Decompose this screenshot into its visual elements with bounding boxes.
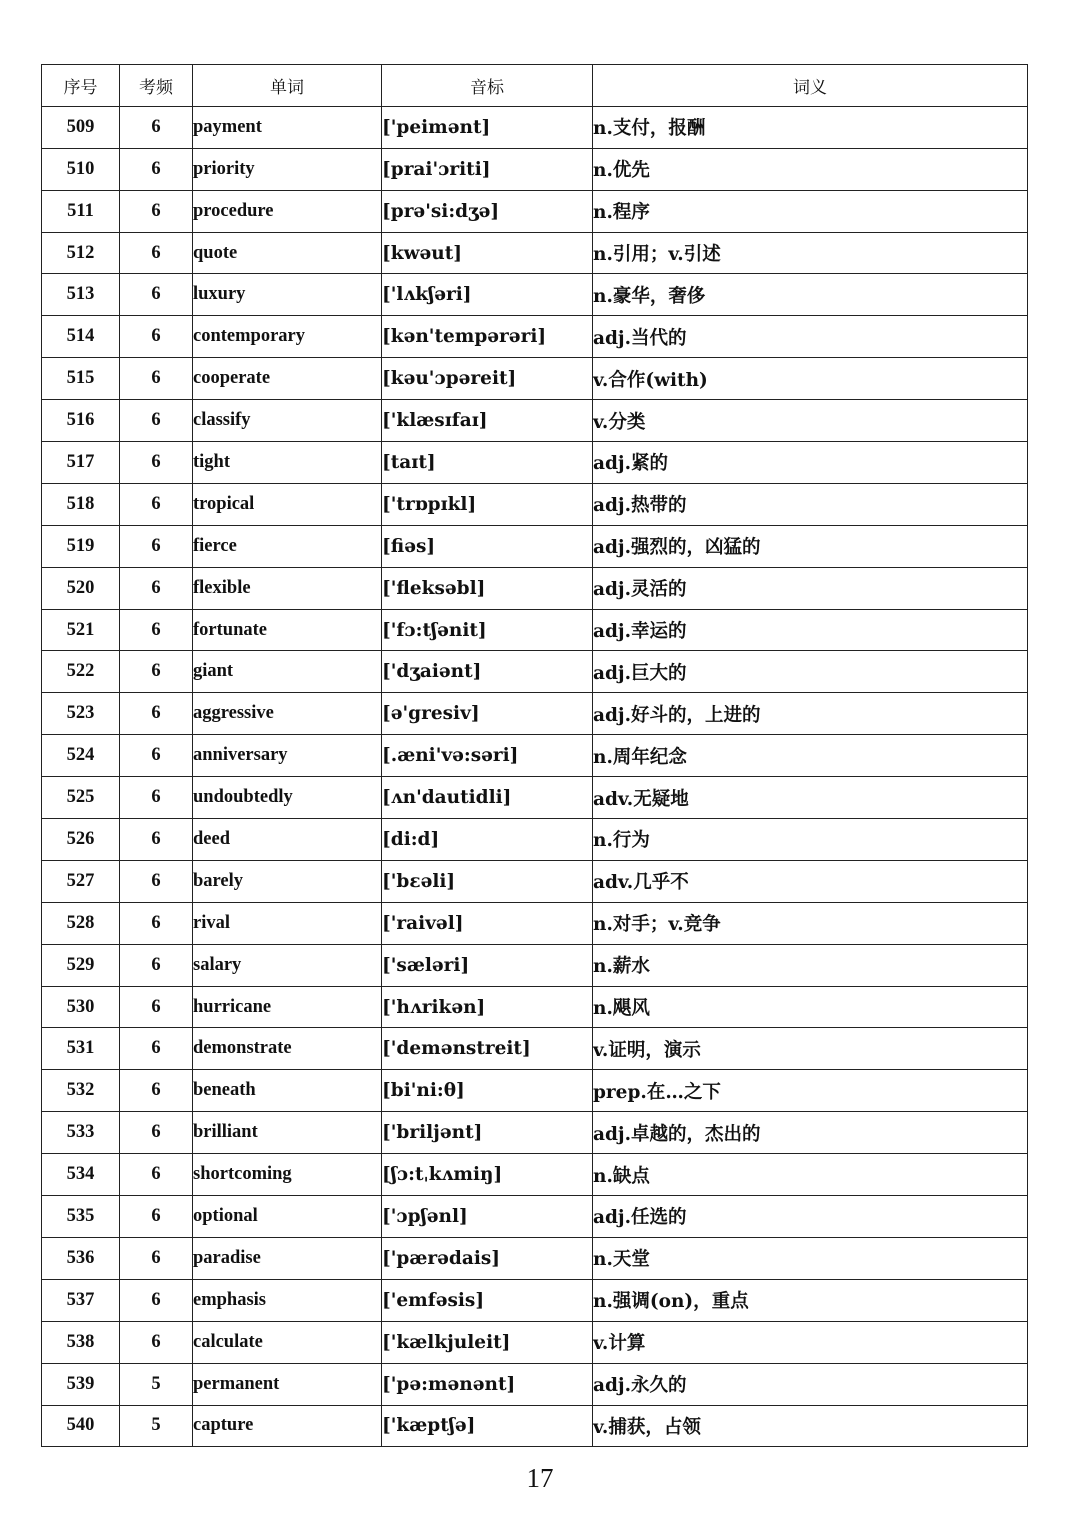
cell-number: 524 — [42, 735, 120, 777]
table-row — [42, 274, 1028, 316]
cell-word: priority — [193, 148, 382, 190]
cell-frequency: 6 — [120, 1237, 193, 1279]
cell-frequency: 6 — [120, 442, 193, 484]
cell-frequency: 6 — [120, 609, 193, 651]
cell-word: demonstrate — [193, 1028, 382, 1070]
cell-meaning: n.强调(on)，重点 — [593, 1279, 1028, 1321]
table-row — [42, 735, 1028, 777]
cell-phonetic: ['emfəsis] — [382, 1279, 593, 1321]
cell-phonetic: [ʃɔ:tˌkʌmiŋ] — [382, 1154, 593, 1196]
cell-phonetic: ['raivəl] — [382, 902, 593, 944]
cell-frequency: 6 — [120, 819, 193, 861]
cell-frequency: 5 — [120, 1405, 193, 1447]
table-row — [42, 358, 1028, 400]
cell-phonetic: [kəu'ɔpəreit] — [382, 358, 593, 400]
header-phonetic: 音标 — [382, 65, 593, 107]
cell-number: 540 — [42, 1405, 120, 1447]
cell-meaning: v.计算 — [593, 1321, 1028, 1363]
cell-number: 531 — [42, 1028, 120, 1070]
cell-phonetic: ['trɒpɪkl] — [382, 483, 593, 525]
cell-phonetic: [ʌn'dautidli] — [382, 777, 593, 819]
cell-word: barely — [193, 860, 382, 902]
cell-phonetic: [.æni'və:səri] — [382, 735, 593, 777]
cell-frequency: 6 — [120, 358, 193, 400]
cell-phonetic: ['dʒaiənt] — [382, 651, 593, 693]
cell-frequency: 6 — [120, 735, 193, 777]
table-row — [42, 1112, 1028, 1154]
cell-number: 515 — [42, 358, 120, 400]
cell-meaning: v.分类 — [593, 400, 1028, 442]
table-header-row — [42, 65, 1028, 107]
cell-meaning: n.优先 — [593, 148, 1028, 190]
table-row — [42, 1196, 1028, 1238]
cell-frequency: 6 — [120, 902, 193, 944]
table-row — [42, 1279, 1028, 1321]
table-row — [42, 525, 1028, 567]
cell-phonetic: ['kælkjuleit] — [382, 1321, 593, 1363]
table-row — [42, 106, 1028, 148]
cell-number: 533 — [42, 1112, 120, 1154]
cell-meaning: adj.幸运的 — [593, 609, 1028, 651]
header-word: 单词 — [193, 65, 382, 107]
cell-word: capture — [193, 1405, 382, 1447]
cell-meaning: n.引用；v.引述 — [593, 232, 1028, 274]
cell-word: tropical — [193, 483, 382, 525]
cell-word: optional — [193, 1196, 382, 1238]
cell-meaning: v.捕获，占领 — [593, 1405, 1028, 1447]
cell-phonetic: ['peimənt] — [382, 106, 593, 148]
cell-meaning: n.程序 — [593, 190, 1028, 232]
cell-frequency: 6 — [120, 106, 193, 148]
cell-frequency: 6 — [120, 190, 193, 232]
cell-word: calculate — [193, 1321, 382, 1363]
cell-meaning: adv.几乎不 — [593, 860, 1028, 902]
cell-meaning: adj.紧的 — [593, 442, 1028, 484]
table-row — [42, 567, 1028, 609]
cell-meaning: adj.强烈的，凶猛的 — [593, 525, 1028, 567]
cell-number: 537 — [42, 1279, 120, 1321]
table-row — [42, 232, 1028, 274]
cell-frequency: 6 — [120, 1279, 193, 1321]
cell-word: permanent — [193, 1363, 382, 1405]
cell-meaning: adj.永久的 — [593, 1363, 1028, 1405]
cell-frequency: 6 — [120, 777, 193, 819]
cell-word: salary — [193, 944, 382, 986]
cell-number: 534 — [42, 1154, 120, 1196]
cell-phonetic: [kən'tempərəri] — [382, 316, 593, 358]
cell-frequency: 6 — [120, 944, 193, 986]
cell-meaning: n.飓风 — [593, 986, 1028, 1028]
cell-phonetic: ['sæləri] — [382, 944, 593, 986]
header-frequency: 考频 — [120, 65, 193, 107]
cell-word: giant — [193, 651, 382, 693]
cell-word: undoubtedly — [193, 777, 382, 819]
cell-word: fierce — [193, 525, 382, 567]
cell-word: anniversary — [193, 735, 382, 777]
cell-phonetic: [taɪt] — [382, 442, 593, 484]
cell-number: 538 — [42, 1321, 120, 1363]
cell-word: rival — [193, 902, 382, 944]
cell-phonetic: ['lʌkʃəri] — [382, 274, 593, 316]
table-row — [42, 986, 1028, 1028]
cell-number: 539 — [42, 1363, 120, 1405]
table-row — [42, 1405, 1028, 1447]
page-number: 17 — [526, 1463, 554, 1493]
cell-number: 511 — [42, 190, 120, 232]
cell-meaning: v.合作(with) — [593, 358, 1028, 400]
cell-word: brilliant — [193, 1112, 382, 1154]
cell-word: fortunate — [193, 609, 382, 651]
table-row — [42, 190, 1028, 232]
table-row — [42, 860, 1028, 902]
cell-phonetic: ['fɔ:tʃənit] — [382, 609, 593, 651]
cell-frequency: 6 — [120, 1196, 193, 1238]
cell-word: flexible — [193, 567, 382, 609]
cell-number: 527 — [42, 860, 120, 902]
cell-frequency: 6 — [120, 1321, 193, 1363]
cell-phonetic: ['hʌrikən] — [382, 986, 593, 1028]
cell-frequency: 6 — [120, 986, 193, 1028]
cell-number: 526 — [42, 819, 120, 861]
cell-phonetic: ['ɔpʃənl] — [382, 1196, 593, 1238]
table-row — [42, 1154, 1028, 1196]
cell-meaning: n.缺点 — [593, 1154, 1028, 1196]
table-row — [42, 944, 1028, 986]
cell-phonetic: [prə'si:dʒə] — [382, 190, 593, 232]
cell-number: 520 — [42, 567, 120, 609]
cell-frequency: 6 — [120, 1028, 193, 1070]
cell-number: 528 — [42, 902, 120, 944]
cell-word: emphasis — [193, 1279, 382, 1321]
cell-phonetic: ['pə:mənənt] — [382, 1363, 593, 1405]
cell-frequency: 6 — [120, 1070, 193, 1112]
cell-number: 519 — [42, 525, 120, 567]
table-body — [42, 106, 1028, 1447]
table-row — [42, 1363, 1028, 1405]
cell-phonetic: ['briljənt] — [382, 1112, 593, 1154]
cell-meaning: n.周年纪念 — [593, 735, 1028, 777]
cell-number: 532 — [42, 1070, 120, 1112]
cell-phonetic: [ə'gresiv] — [382, 693, 593, 735]
table-row — [42, 1028, 1028, 1070]
cell-phonetic: ['bɛəli] — [382, 860, 593, 902]
header-number: 序号 — [42, 65, 120, 107]
cell-phonetic: [fiəs] — [382, 525, 593, 567]
cell-meaning: n.对手；v.竞争 — [593, 902, 1028, 944]
cell-phonetic: [di:d] — [382, 819, 593, 861]
cell-number: 517 — [42, 442, 120, 484]
cell-frequency: 6 — [120, 860, 193, 902]
table-row — [42, 316, 1028, 358]
cell-number: 513 — [42, 274, 120, 316]
cell-meaning: adj.灵活的 — [593, 567, 1028, 609]
cell-phonetic: [kwəut] — [382, 232, 593, 274]
cell-word: procedure — [193, 190, 382, 232]
cell-number: 510 — [42, 148, 120, 190]
cell-meaning: n.薪水 — [593, 944, 1028, 986]
cell-word: shortcoming — [193, 1154, 382, 1196]
cell-frequency: 6 — [120, 483, 193, 525]
cell-number: 518 — [42, 483, 120, 525]
table-row — [42, 819, 1028, 861]
cell-number: 521 — [42, 609, 120, 651]
cell-number: 536 — [42, 1237, 120, 1279]
table-row — [42, 442, 1028, 484]
cell-number: 516 — [42, 400, 120, 442]
table-row — [42, 902, 1028, 944]
table-row — [42, 1070, 1028, 1112]
cell-phonetic: [prai'ɔriti] — [382, 148, 593, 190]
cell-word: classify — [193, 400, 382, 442]
cell-word: beneath — [193, 1070, 382, 1112]
cell-word: luxury — [193, 274, 382, 316]
cell-frequency: 5 — [120, 1363, 193, 1405]
cell-number: 529 — [42, 944, 120, 986]
cell-meaning: v.证明，演示 — [593, 1028, 1028, 1070]
cell-number: 522 — [42, 651, 120, 693]
table-row — [42, 400, 1028, 442]
cell-phonetic: ['demənstreit] — [382, 1028, 593, 1070]
cell-phonetic: ['klæsɪfaɪ] — [382, 400, 593, 442]
cell-frequency: 6 — [120, 232, 193, 274]
table-row — [42, 609, 1028, 651]
cell-frequency: 6 — [120, 1112, 193, 1154]
cell-frequency: 6 — [120, 400, 193, 442]
table-row — [42, 483, 1028, 525]
cell-word: hurricane — [193, 986, 382, 1028]
cell-word: payment — [193, 106, 382, 148]
cell-frequency: 6 — [120, 525, 193, 567]
cell-meaning: n.行为 — [593, 819, 1028, 861]
cell-frequency: 6 — [120, 567, 193, 609]
table-row — [42, 693, 1028, 735]
cell-number: 530 — [42, 986, 120, 1028]
cell-meaning: n.天堂 — [593, 1237, 1028, 1279]
cell-frequency: 6 — [120, 274, 193, 316]
cell-frequency: 6 — [120, 316, 193, 358]
cell-meaning: adj.任选的 — [593, 1196, 1028, 1238]
cell-number: 512 — [42, 232, 120, 274]
cell-frequency: 6 — [120, 693, 193, 735]
cell-number: 509 — [42, 106, 120, 148]
cell-meaning: adj.好斗的，上进的 — [593, 693, 1028, 735]
cell-meaning: n.豪华，奢侈 — [593, 274, 1028, 316]
cell-word: tight — [193, 442, 382, 484]
cell-phonetic: ['kæptʃə] — [382, 1405, 593, 1447]
cell-word: paradise — [193, 1237, 382, 1279]
header-meaning: 词义 — [593, 65, 1028, 107]
cell-frequency: 6 — [120, 148, 193, 190]
cell-meaning: adj.热带的 — [593, 483, 1028, 525]
cell-number: 523 — [42, 693, 120, 735]
cell-word: deed — [193, 819, 382, 861]
table-row — [42, 148, 1028, 190]
cell-word: cooperate — [193, 358, 382, 400]
table-row — [42, 651, 1028, 693]
cell-frequency: 6 — [120, 651, 193, 693]
cell-frequency: 6 — [120, 1154, 193, 1196]
cell-meaning: n.支付，报酬 — [593, 106, 1028, 148]
cell-phonetic: ['fleksəbl] — [382, 567, 593, 609]
cell-word: contemporary — [193, 316, 382, 358]
cell-meaning: adj.卓越的，杰出的 — [593, 1112, 1028, 1154]
cell-meaning: prep.在…之下 — [593, 1070, 1028, 1112]
table-row — [42, 1321, 1028, 1363]
table-row — [42, 1237, 1028, 1279]
cell-meaning: adv.无疑地 — [593, 777, 1028, 819]
vocabulary-table — [41, 64, 1028, 1447]
cell-number: 514 — [42, 316, 120, 358]
cell-meaning: adj.巨大的 — [593, 651, 1028, 693]
cell-number: 525 — [42, 777, 120, 819]
table-row — [42, 777, 1028, 819]
cell-number: 535 — [42, 1196, 120, 1238]
cell-phonetic: [bi'ni:θ] — [382, 1070, 593, 1112]
cell-word: aggressive — [193, 693, 382, 735]
cell-phonetic: ['pærədais] — [382, 1237, 593, 1279]
cell-meaning: adj.当代的 — [593, 316, 1028, 358]
cell-word: quote — [193, 232, 382, 274]
